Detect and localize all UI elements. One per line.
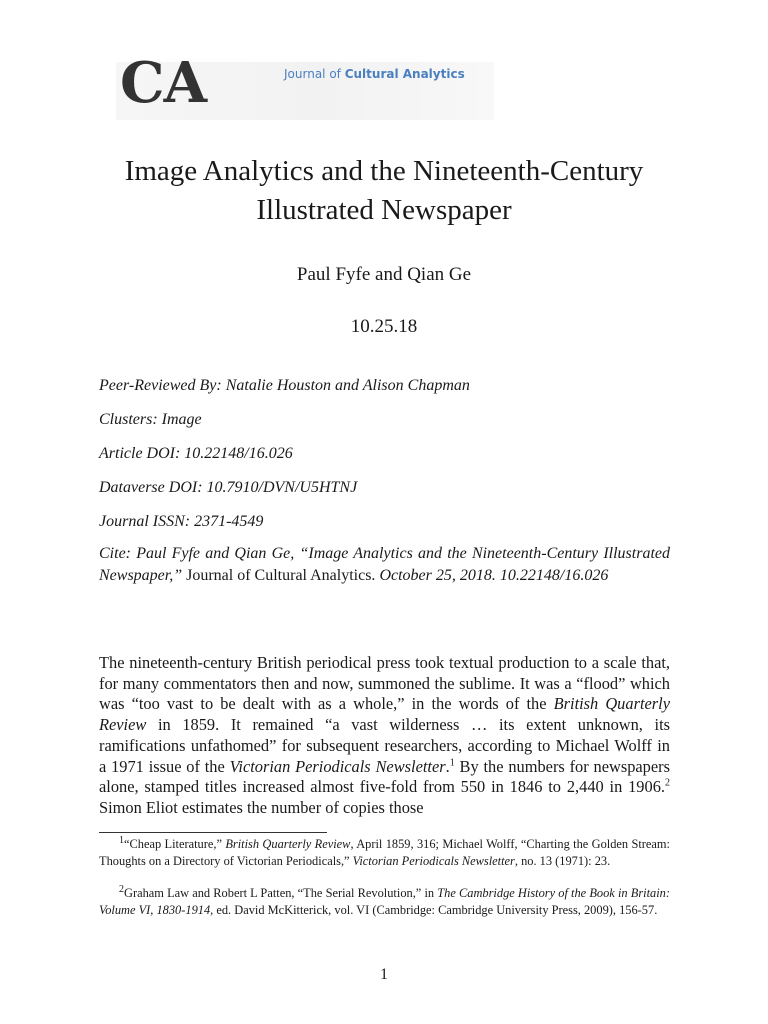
footnote-text: , April 1859, 316; Michael Wolff, “Charting the Golden Stream: Thoughts on a Directory of Victorian Periodicals,”	[99, 837, 671, 868]
footnote-divider	[99, 832, 327, 833]
citation-tail: October 25, 2018. 10.22148/16.026	[379, 566, 609, 584]
body-paragraph	[99, 653, 670, 819]
footnote-text: “Cheap Literature,”	[124, 837, 226, 851]
page-number: 1	[380, 966, 388, 983]
body-text-italic: British Quarterly Review	[99, 694, 670, 735]
article-date: 10.25.18	[350, 316, 418, 337]
journal-name	[284, 67, 465, 81]
footnote-number: 2	[119, 883, 124, 895]
body-text-run: The nineteenth-century British periodical press took textual production to a scale that, for many commentators then and now, summoned the sublime. It was a “flood” which was “too vast to be dealt with as a whole,” in the words of the	[99, 653, 670, 714]
body-text-run: .	[445, 756, 450, 776]
issn-line: Journal ISSN: 2371-4549	[99, 513, 264, 530]
footnote-ref-2: 2	[665, 777, 670, 789]
footnote-italic: Victorian Periodicals Newsletter	[352, 854, 515, 868]
footnote-text: Graham Law and Robert L Patten, “The Serial Revolution,” in	[124, 886, 438, 900]
dataverse-doi-line: Dataverse DOI: 10.7910/DVN/U5HTNJ	[99, 479, 358, 496]
article-title	[60, 152, 708, 230]
footnote-2	[99, 885, 670, 919]
journal-logo	[116, 50, 494, 120]
article-authors: Paul Fyfe and Qian Ge	[296, 264, 472, 285]
logo-mark: CA	[120, 50, 207, 116]
article-title-line2: Illustrated Newspaper	[256, 194, 512, 226]
journal-name-prefix: Journal of	[284, 67, 345, 81]
citation-journal: Journal of Cultural Analytics.	[182, 566, 380, 584]
footnote-ref-1: 1	[449, 757, 455, 769]
footnote-text: , no. 13 (1971): 23.	[514, 854, 611, 868]
footnote-1	[99, 836, 670, 870]
body-text-run: in 1859. It remained “a vast wilderness … its extent unknown, its ramifications unfathomed” for subsequent researchers, according to Michael Wolff in a 1971 issue of the	[99, 715, 670, 776]
body-text-run: By the numbers for newspapers alone, stamped titles increased almost five-fold from 550 in 1846 to 2,440 in 1906.	[99, 756, 670, 797]
peer-reviewed-line: Peer-Reviewed By: Natalie Houston and Alison Chapman	[99, 377, 470, 394]
footnote-italic: British Quarterly Review	[225, 837, 351, 851]
body-text-italic: Victorian Periodicals Newsletter	[229, 756, 446, 776]
journal-name-main: Cultural Analytics	[344, 67, 465, 81]
footnote-italic: The Cambridge History of the Book in Britain: Volume VI, 1830-1914	[99, 886, 670, 917]
article-title-line1: Image Analytics and the Nineteenth-Century	[124, 155, 644, 187]
clusters-line: Clusters: Image	[99, 411, 202, 428]
footnote-number: 1	[119, 834, 124, 846]
body-text-run: Simon Eliot estimates the number of copies those	[99, 797, 424, 817]
article-doi-line: Article DOI: 10.22148/16.026	[99, 445, 293, 462]
citation-block	[99, 543, 670, 586]
footnote-text: , ed. David McKitterick, vol. VI (Cambridge: Cambridge University Press, 2009), 156-57.	[210, 903, 658, 917]
citation-lead: Cite: Paul Fyfe and Qian Ge, “Image Analytics and the Nineteenth-Century Illustrated Newspaper,”	[99, 545, 670, 584]
